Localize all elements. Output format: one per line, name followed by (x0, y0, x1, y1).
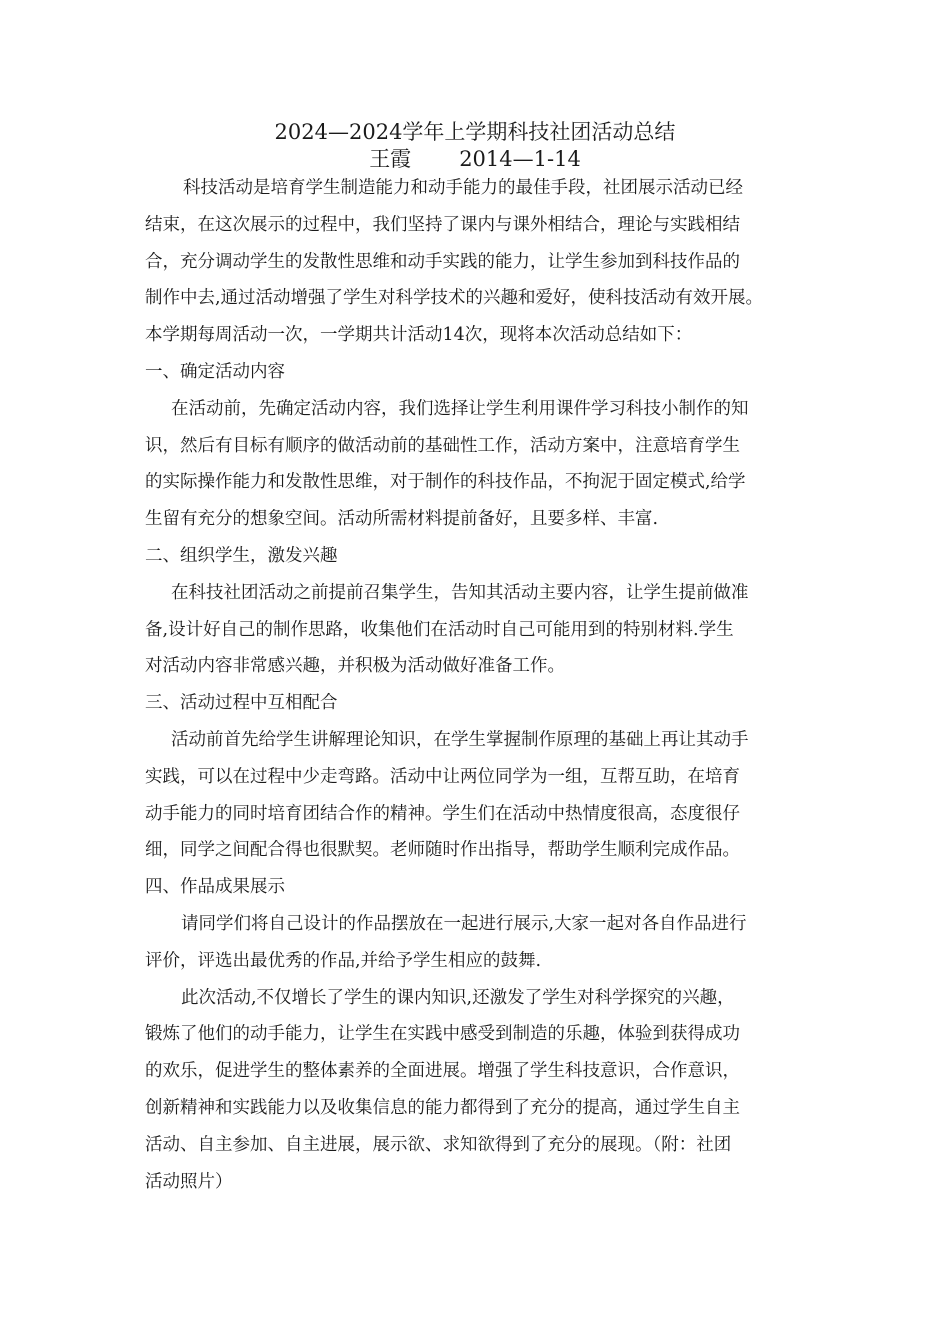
paragraph-line: 评价，评选出最优秀的作品,并给予学生相应的鼓舞. (145, 950, 542, 971)
body-paragraph (145, 980, 815, 1201)
body-paragraph (145, 722, 815, 869)
body-paragraph (145, 906, 815, 980)
paragraph-line: 制作中去,通过活动增强了学生对科学技术的兴趣和爱好，使科技活动有效开展。 (145, 288, 764, 309)
paragraph-line: 创新精神和实践能力以及收集信息的能力都得到了充分的提高，通过学生自主 (145, 1097, 740, 1118)
document-body (145, 170, 815, 1200)
paragraph-line: 活动前首先给学生讲解理论知识，在学生掌握制作原理的基础上再让其动手 (171, 729, 749, 750)
paragraph-line: 的欢乐，促进学生的整体素养的全面进展。增强了学生科技意识，合作意识， (145, 1061, 740, 1082)
paragraph-line: 细，同学之间配合得也很默契。老师随时作出指导，帮助学生顺利完成作品。 (145, 840, 740, 861)
paragraph-line: 活动、自主参加、自主进展，展示欲、求知欲得到了充分的展现。（附：社团 (145, 1134, 732, 1155)
paragraph-line: 在活动前，先确定活动内容，我们选择让学生利用课件学习科技小制作的知 (171, 398, 749, 419)
intro-paragraph (145, 170, 815, 354)
paragraph-line: 实践，可以在过程中少走弯路。活动中让两位同学为一组，互帮互助，在培育 (145, 766, 740, 787)
document-title: 2024—2024学年上学期科技社团活动总结 (274, 120, 676, 144)
document-date: 2014—1-14 (459, 147, 581, 171)
paragraph-line: 识，然后有目标有顺序的做活动前的基础性工作，活动方案中，注意培育学生 (145, 435, 740, 456)
paragraph-line: 此次活动,不仅增长了学生的课内知识,还激发了学生对科学探究的兴趣， (181, 987, 735, 1008)
section-heading: 一、确定活动内容 (145, 361, 285, 382)
paragraph-line: 锻炼了他们的动手能力，让学生在实践中感受到制造的乐趣，体验到获得成功 (145, 1024, 740, 1045)
paragraph-line: 备,设计好自己的制作思路，收集他们在活动时自己可能用到的特别材料.学生 (145, 619, 734, 640)
section-heading: 四、作品成果展示 (145, 877, 285, 898)
paragraph-line: 的实际操作能力和发散性思维，对于制作的科技作品，不拘泥于固定模式,给学 (145, 472, 746, 493)
paragraph-line: 活动照片） (145, 1171, 233, 1192)
byline (0, 147, 950, 172)
title-block (0, 118, 950, 172)
body-paragraph (145, 391, 815, 538)
section-heading: 三、活动过程中互相配合 (145, 693, 338, 714)
paragraph-line: 在科技社团活动之前提前召集学生，告知其活动主要内容，让学生提前做准 (171, 582, 749, 603)
paragraph-line: 结束，在这次展示的过程中，我们坚持了课内与课外相结合，理论与实践相结 (145, 214, 740, 235)
paragraph-line: 本学期每周活动一次，一学期共计活动14次，现将本次活动总结如下： (145, 325, 693, 346)
author-name: 王霞 (369, 147, 412, 171)
paragraph-line: 对活动内容非常感兴趣，并积极为活动做好准备工作。 (145, 656, 565, 677)
body-paragraph (145, 575, 815, 685)
paragraph-line: 生留有充分的想象空间。活动所需材料提前备好，且要多样、丰富. (145, 509, 659, 530)
paragraph-line: 合，充分调动学生的发散性思维和动手实践的能力，让学生参加到科技作品的 (145, 251, 740, 272)
paragraph-line: 请同学们将自己设计的作品摆放在一起进行展示,大家一起对各自作品进行 (181, 913, 747, 934)
paragraph-line: 动手能力的同时培育团结合作的精神。学生们在活动中热情度很高，态度很仔 (145, 803, 740, 824)
section-heading: 二、组织学生，激发兴趣 (145, 545, 338, 566)
paragraph-line: 科技活动是培育学生制造能力和动手能力的最佳手段，社团展示活动已经 (183, 178, 743, 198)
